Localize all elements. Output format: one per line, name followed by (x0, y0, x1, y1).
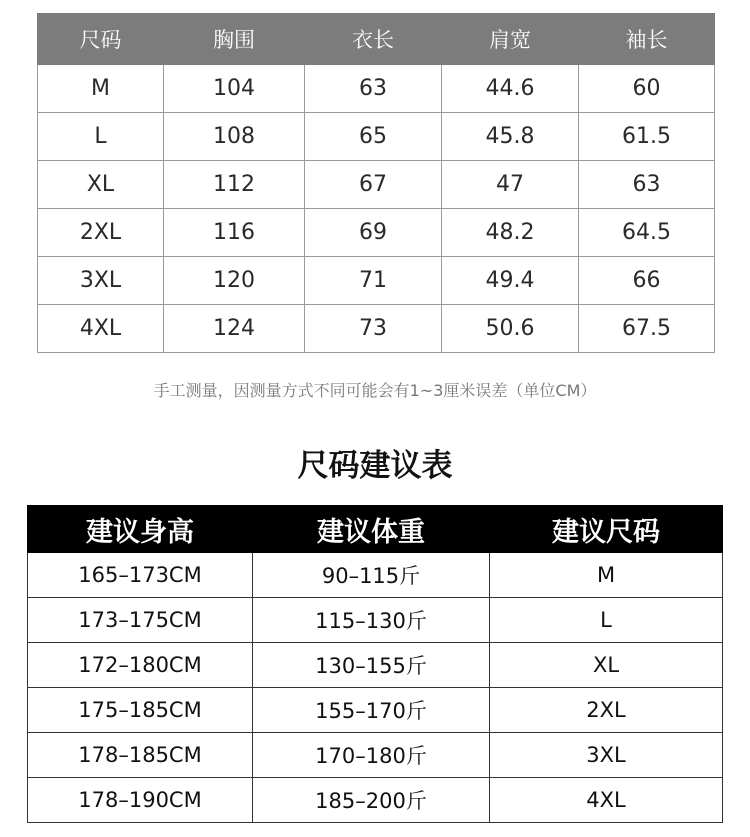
size-cell: 4XL (38, 305, 164, 353)
table-row (28, 778, 723, 823)
table-row (38, 161, 715, 209)
size-measurement-table (37, 13, 715, 353)
weight-cell: 155–170斤 (253, 688, 490, 733)
size-cell: 2XL (38, 209, 164, 257)
table-row (28, 598, 723, 643)
length-cell: 73 (305, 305, 442, 353)
table-row (28, 643, 723, 688)
table-row (28, 688, 723, 733)
length-cell: 63 (305, 65, 442, 113)
height-cell: 172–180CM (28, 643, 253, 688)
sleeve-cell: 61.5 (579, 113, 715, 161)
shoulder-cell: 49.4 (442, 257, 579, 305)
header-weight: 建议体重 (253, 506, 490, 553)
header-recommended-size: 建议尺码 (490, 506, 723, 553)
sleeve-cell: 64.5 (579, 209, 715, 257)
recommended-size-cell: 4XL (490, 778, 723, 823)
recommended-size-cell: M (490, 553, 723, 598)
height-cell: 178–190CM (28, 778, 253, 823)
size-cell: 3XL (38, 257, 164, 305)
chest-cell: 120 (164, 257, 305, 305)
table-row (38, 305, 715, 353)
size-cell: XL (38, 161, 164, 209)
sleeve-cell: 63 (579, 161, 715, 209)
table-row (38, 65, 715, 113)
size-cell: L (38, 113, 164, 161)
weight-cell: 130–155斤 (253, 643, 490, 688)
measurement-note: 手工测量，因测量方式不同可能会有1~3厘米误差（单位CM） (153, 381, 597, 400)
recommended-size-cell: XL (490, 643, 723, 688)
table-row (38, 209, 715, 257)
shoulder-cell: 44.6 (442, 65, 579, 113)
table-row (38, 113, 715, 161)
size-cell: M (38, 65, 164, 113)
weight-cell: 185–200斤 (253, 778, 490, 823)
height-cell: 175–185CM (28, 688, 253, 733)
shoulder-cell: 45.8 (442, 113, 579, 161)
recommended-size-cell: L (490, 598, 723, 643)
height-cell: 173–175CM (28, 598, 253, 643)
table-header-row (38, 14, 715, 65)
chest-cell: 124 (164, 305, 305, 353)
header-size: 尺码 (38, 14, 164, 65)
chest-cell: 108 (164, 113, 305, 161)
header-height: 建议身高 (28, 506, 253, 553)
recommended-size-cell: 3XL (490, 733, 723, 778)
height-cell: 178–185CM (28, 733, 253, 778)
chest-cell: 112 (164, 161, 305, 209)
sleeve-cell: 66 (579, 257, 715, 305)
length-cell: 71 (305, 257, 442, 305)
size-recommendation-table (27, 505, 723, 823)
length-cell: 65 (305, 113, 442, 161)
recommend-title: 尺码建议表 (297, 448, 453, 484)
length-cell: 69 (305, 209, 442, 257)
table-row (38, 257, 715, 305)
length-cell: 67 (305, 161, 442, 209)
weight-cell: 90–115斤 (253, 553, 490, 598)
header-length: 衣长 (305, 14, 442, 65)
sleeve-cell: 67.5 (579, 305, 715, 353)
recommended-size-cell: 2XL (490, 688, 723, 733)
sleeve-cell: 60 (579, 65, 715, 113)
table-row (28, 553, 723, 598)
header-shoulder: 肩宽 (442, 14, 579, 65)
shoulder-cell: 50.6 (442, 305, 579, 353)
chest-cell: 116 (164, 209, 305, 257)
shoulder-cell: 48.2 (442, 209, 579, 257)
header-sleeve: 袖长 (579, 14, 715, 65)
table-header-row (28, 506, 723, 553)
table-row (28, 733, 723, 778)
chest-cell: 104 (164, 65, 305, 113)
weight-cell: 170–180斤 (253, 733, 490, 778)
shoulder-cell: 47 (442, 161, 579, 209)
weight-cell: 115–130斤 (253, 598, 490, 643)
height-cell: 165–173CM (28, 553, 253, 598)
header-chest: 胸围 (164, 14, 305, 65)
